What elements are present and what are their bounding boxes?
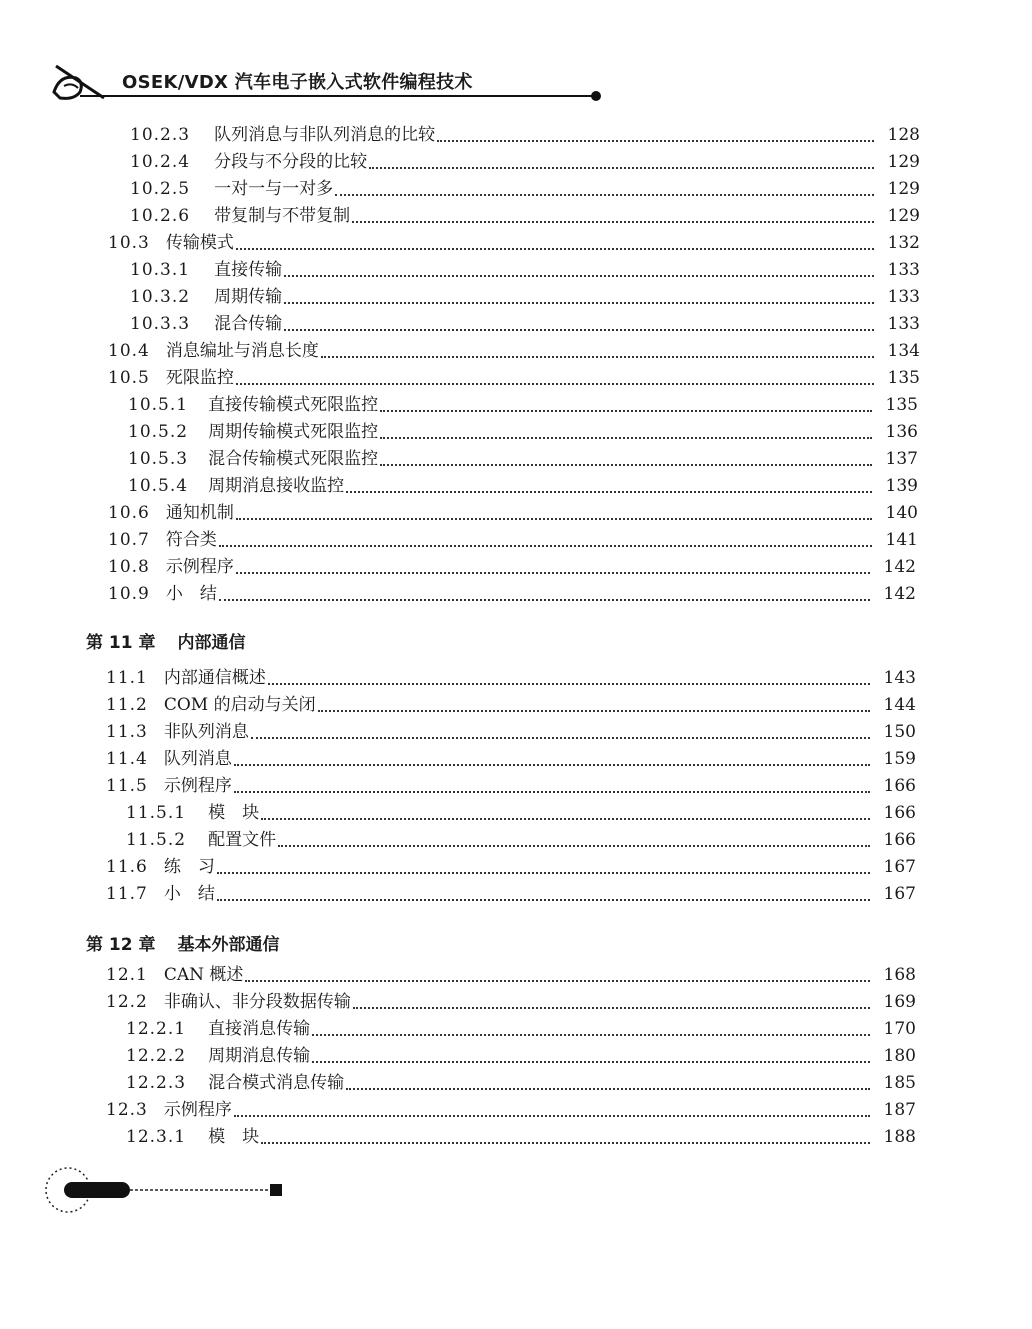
toc-entry[interactable] <box>108 525 918 551</box>
section-number: 10.2.3 <box>130 125 191 145</box>
toc-entry[interactable] <box>128 444 918 470</box>
section-title: 小 结 <box>163 884 215 904</box>
section-number: 10.7 <box>108 530 150 550</box>
section-number: 10.5 <box>108 368 150 388</box>
dot-leader <box>251 737 870 739</box>
dot-leader <box>268 683 870 685</box>
dot-leader <box>236 383 874 385</box>
section-number: 11.4 <box>106 749 148 769</box>
dot-leader <box>312 1034 870 1036</box>
toc-entry[interactable] <box>126 825 916 851</box>
toc-entry[interactable] <box>108 228 920 254</box>
section-title: 直接传输模式死限监控 <box>208 395 379 415</box>
section-title: 内部通信概述 <box>163 668 266 688</box>
toc-entry[interactable] <box>130 201 920 227</box>
section-title: 示例程序 <box>165 557 234 577</box>
section-number: 10.2.6 <box>130 206 191 226</box>
toc-entry[interactable] <box>128 390 918 416</box>
section-number: 11.1 <box>106 668 148 688</box>
toc-entry[interactable] <box>128 417 918 443</box>
page-number: 135 <box>885 395 918 415</box>
dot-leader <box>284 302 874 304</box>
toc-entry[interactable] <box>106 879 916 905</box>
page-number: 129 <box>887 206 920 226</box>
section-title: 示例程序 <box>163 1100 232 1120</box>
toc-entry[interactable] <box>126 1068 916 1094</box>
section-title: COM 的启动与关闭 <box>163 695 316 715</box>
section-number: 12.1 <box>106 965 148 985</box>
toc-entry[interactable] <box>106 1095 916 1121</box>
page-number: 141 <box>885 530 918 550</box>
section-title: 示例程序 <box>163 776 232 796</box>
page-number: 139 <box>885 476 918 496</box>
section-number: 10.3.3 <box>130 314 191 334</box>
toc-entry[interactable] <box>130 309 920 335</box>
dot-leader <box>284 329 874 331</box>
page-number: 180 <box>883 1046 916 1066</box>
page-number: 166 <box>883 803 916 823</box>
section-title: 一对一与一对多 <box>214 179 334 199</box>
toc-entry[interactable] <box>108 552 916 578</box>
dot-leader <box>380 410 872 412</box>
page-number: 142 <box>883 584 916 604</box>
section-title: 模 块 <box>208 1127 260 1147</box>
footer-ornament <box>44 1166 304 1220</box>
section-number: 10.5.2 <box>128 422 189 442</box>
dot-leader <box>380 464 872 466</box>
chapter-label: 第 12 章 <box>86 935 156 955</box>
page-number: 132 <box>887 233 920 253</box>
section-title: 分段与不分段的比较 <box>214 152 368 172</box>
page-number: 136 <box>885 422 918 442</box>
dot-leader <box>219 545 872 547</box>
section-title: 周期传输 <box>214 287 283 307</box>
section-title: 非队列消息 <box>163 722 249 742</box>
page-number: 133 <box>887 287 920 307</box>
section-number: 12.3.1 <box>126 1127 187 1147</box>
page-number: 135 <box>887 368 920 388</box>
dot-leader <box>234 791 870 793</box>
toc-entry[interactable] <box>126 1041 916 1067</box>
page-number: 168 <box>883 965 916 985</box>
dot-leader <box>335 194 874 196</box>
section-title: 传输模式 <box>165 233 234 253</box>
section-number: 10.8 <box>108 557 150 577</box>
section-number: 11.2 <box>106 695 148 715</box>
toc-entry[interactable] <box>106 771 916 797</box>
section-number: 10.9 <box>108 584 150 604</box>
section-number: 11.6 <box>106 857 148 877</box>
page-number: 150 <box>883 722 916 742</box>
section-title: 通知机制 <box>165 503 234 523</box>
section-number: 11.5.2 <box>126 830 187 850</box>
section-title: 练 习 <box>163 857 215 877</box>
page-number: 140 <box>885 503 918 523</box>
section-number: 10.6 <box>108 503 150 523</box>
section-title: 非确认、非分段数据传输 <box>163 992 351 1012</box>
section-title: 直接消息传输 <box>208 1019 311 1039</box>
section-number: 11.5.1 <box>126 803 187 823</box>
section-title: 直接传输 <box>214 260 283 280</box>
page-number: 133 <box>887 260 920 280</box>
section-title: 周期消息传输 <box>208 1046 311 1066</box>
page-number: 137 <box>885 449 918 469</box>
dot-leader <box>346 1088 870 1090</box>
section-number: 12.2.3 <box>126 1073 187 1093</box>
page-number: 143 <box>883 668 916 688</box>
page-number: 167 <box>883 884 916 904</box>
section-number: 10.3.2 <box>130 287 191 307</box>
section-number: 12.2.1 <box>126 1019 187 1039</box>
page-tab-ornament-icon <box>44 1166 304 1216</box>
section-number: 10.2.5 <box>130 179 191 199</box>
toc-entry[interactable] <box>126 1122 916 1148</box>
toc-entry[interactable] <box>108 336 920 362</box>
toc-entry[interactable] <box>106 717 916 743</box>
page-number: 129 <box>887 152 920 172</box>
section-title: 模 块 <box>208 803 260 823</box>
page-number: 170 <box>883 1019 916 1039</box>
toc-entry[interactable] <box>126 1014 916 1040</box>
section-title: 周期传输模式死限监控 <box>208 422 379 442</box>
dot-leader <box>437 140 874 142</box>
section-title: 混合传输 <box>214 314 283 334</box>
page-number: 142 <box>883 557 916 577</box>
page-number: 188 <box>883 1127 916 1147</box>
toc-entry[interactable] <box>106 852 916 878</box>
section-number: 10.4 <box>108 341 150 361</box>
dot-leader <box>236 248 874 250</box>
toc-entry[interactable] <box>130 255 920 281</box>
dot-leader <box>219 599 870 601</box>
toc-entry[interactable] <box>130 282 920 308</box>
page-number: 159 <box>883 749 916 769</box>
page-number: 144 <box>883 695 916 715</box>
toc-entry[interactable] <box>130 147 920 173</box>
dot-leader <box>236 518 872 520</box>
page-number: 169 <box>883 992 916 1012</box>
section-title: 消息编址与消息长度 <box>165 341 319 361</box>
dot-leader <box>217 899 870 901</box>
section-number: 12.2 <box>106 992 148 1012</box>
section-number: 10.5.1 <box>128 395 189 415</box>
page-number: 187 <box>883 1100 916 1120</box>
section-title: 带复制与不带复制 <box>214 206 351 226</box>
page-number: 185 <box>883 1073 916 1093</box>
dot-leader <box>369 167 874 169</box>
section-title: 混合传输模式死限监控 <box>208 449 379 469</box>
section-number: 11.5 <box>106 776 148 796</box>
section-title: 死限监控 <box>165 368 234 388</box>
dot-leader <box>346 491 872 493</box>
chapter-heading-12 <box>86 930 280 955</box>
section-title: 周期消息接收监控 <box>208 476 345 496</box>
chapter-title: 基本外部通信 <box>177 935 280 955</box>
dot-leader <box>321 356 874 358</box>
section-number: 10.3.1 <box>130 260 191 280</box>
chapter-label: 第 11 章 <box>86 633 156 653</box>
dot-leader <box>261 1142 870 1144</box>
dot-leader <box>352 221 874 223</box>
dot-leader <box>245 980 870 982</box>
dot-leader <box>318 710 870 712</box>
page-number: 129 <box>887 179 920 199</box>
section-title: 队列消息与非队列消息的比较 <box>214 125 436 145</box>
page-number: 166 <box>883 776 916 796</box>
toc-entry[interactable] <box>128 471 918 497</box>
toc-entry[interactable] <box>126 798 916 824</box>
section-number: 12.2.2 <box>126 1046 187 1066</box>
section-number: 12.3 <box>106 1100 148 1120</box>
section-number: 10.5.3 <box>128 449 189 469</box>
toc-entry[interactable] <box>108 363 920 389</box>
section-title: 队列消息 <box>163 749 232 769</box>
dot-leader <box>217 872 870 874</box>
running-header <box>50 52 610 108</box>
chapter-title: 内部通信 <box>177 633 246 653</box>
dot-leader <box>261 818 870 820</box>
section-number: 10.3 <box>108 233 150 253</box>
section-title: 小 结 <box>165 584 217 604</box>
dot-leader <box>380 437 872 439</box>
dot-leader <box>234 764 870 766</box>
dot-leader <box>312 1061 870 1063</box>
toc-entry[interactable] <box>106 690 916 716</box>
toc-entry[interactable] <box>108 579 916 605</box>
page-number: 134 <box>887 341 920 361</box>
dot-leader <box>236 572 870 574</box>
header-title: OSEK/VDX 汽车电子嵌入式软件编程技术 <box>122 72 473 93</box>
dot-leader <box>284 275 874 277</box>
dot-leader <box>353 1007 870 1009</box>
section-number: 11.7 <box>106 884 148 904</box>
page-number: 167 <box>883 857 916 877</box>
toc-entry[interactable] <box>108 498 918 524</box>
dot-leader <box>234 1115 870 1117</box>
toc-entry[interactable] <box>130 120 920 146</box>
section-number: 10.2.4 <box>130 152 191 172</box>
page-number: 128 <box>887 125 920 145</box>
dot-leader <box>278 845 870 847</box>
section-title: CAN 概述 <box>163 965 244 985</box>
toc-entry[interactable] <box>106 744 916 770</box>
chapter-heading-11 <box>86 628 246 653</box>
page-number: 133 <box>887 314 920 334</box>
page-number: 166 <box>883 830 916 850</box>
section-title: 符合类 <box>165 530 217 550</box>
section-title: 配置文件 <box>208 830 277 850</box>
section-title: 混合模式消息传输 <box>208 1073 345 1093</box>
toc-entry[interactable] <box>130 174 920 200</box>
toc-entry[interactable] <box>106 960 916 986</box>
section-number: 10.5.4 <box>128 476 189 496</box>
section-number: 11.3 <box>106 722 148 742</box>
toc-entry[interactable] <box>106 987 916 1013</box>
toc-entry[interactable] <box>106 663 916 689</box>
